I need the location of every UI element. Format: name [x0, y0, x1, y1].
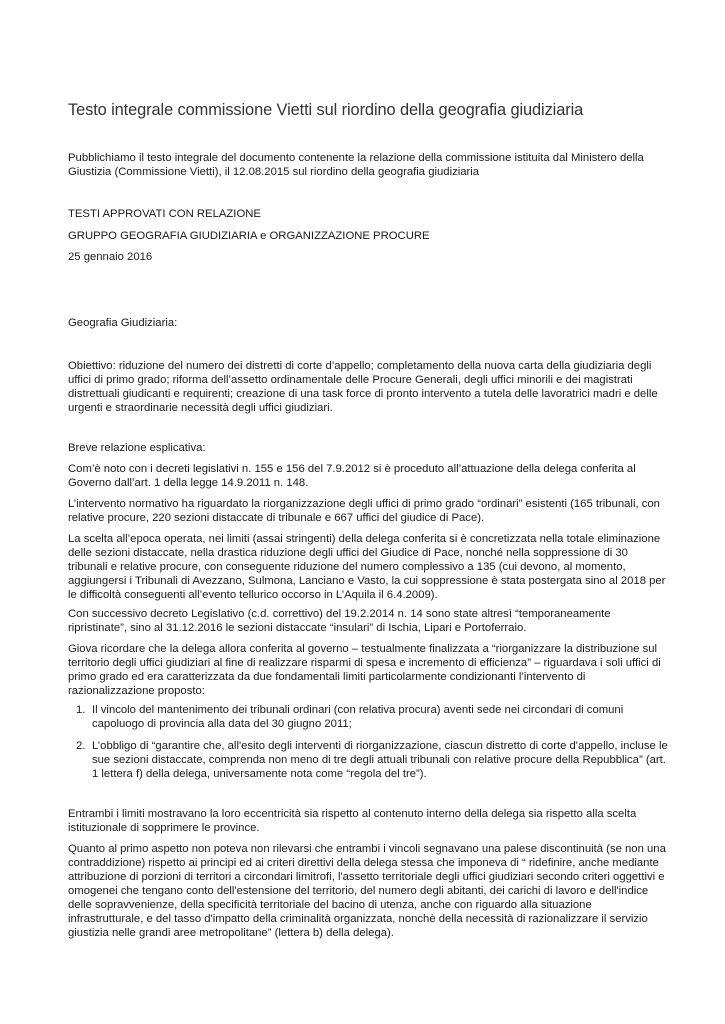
list-item-text: Il vincolo del mantenimento dei tribunali ordinari (con relativa procura) aventi sede nei circondari di comuni capoluogo di provincia alla data del 30 giugno 2011;	[92, 704, 624, 730]
list-item	[68, 739, 668, 781]
header-line-group: GRUPPO GEOGRAFIA GIUDIZIARIA e ORGANIZZAZIONE PROCURE	[68, 230, 430, 242]
paragraph-decrees: Com’è noto con i decreti legislativi n. 155 e 156 del 7.9.2012 si è proceduto all’attuazione della delega conferita al Governo dall’art. 1 della legge 14.9.2011 n. 148.	[68, 463, 636, 489]
list-item-text: L’obbligo di “garantire che, all'esito degli interventi di riorganizzazione, ciascun distretto di corte d'appello, incluse le sue sezioni distaccate, comprenda non meno di tre degli attuali tribunali con relative procure della Repubblica” (art. 1 lettera f) della delega, universamente nota come “regola del tre”).	[92, 740, 668, 780]
limits-list	[68, 703, 668, 731]
list-item-number: 1.	[76, 704, 86, 716]
list-item	[68, 703, 668, 731]
limits-list-continued	[68, 739, 668, 781]
intro-paragraph: Pubblichiamo il testo integrale del documento contenente la relazione della commissione istituita dal Ministero della Giustizia (Commissione Vietti), il 12.08.2015 sul riordino della geografia giudiziaria	[68, 152, 644, 178]
paragraph-corrective-decree: Con successivo decreto Legislativo (c.d. correttivo) del 19.2.2014 n. 14 sono state altresì “temporaneamente ripristinate”, sino al 31.12.2016 le sezioni distaccate “insulari” di Ischia, Lipari e Portoferraio.	[68, 608, 611, 634]
objective-paragraph: Obiettivo: riduzione del numero dei distretti di corte d’appello; completamento della nuova carta della giudiziaria degli uffici di primo grado; riforma dell’assetto ordinamentale delle Procure Generali, degli uffici minorili e dei magistrati distrettuali giudicanti e requirenti; creazione di una task force di pronto intervento a tutela delle lavoratrici madri e delle urgenti e straordinarie necessità degli uffici giudiziari.	[68, 360, 658, 414]
list-item-number: 2.	[76, 740, 86, 752]
report-heading: Breve relazione esplicativa:	[68, 442, 206, 454]
paragraph-limits: Entrambi i limiti mostravano la loro eccentricità sia rispetto al contenuto interno della delega sia rispetto alla scelta istituzionale di sopprimere le province.	[68, 808, 637, 834]
paragraph-choice: La scelta all’epoca operata, nei limiti (assai stringenti) della delega conferita si è concretizzata nella totale eliminazione delle sezioni distaccate, nella drastica riduzione degli uffici del Giudice di Pace, nonché nella soppressione di 30 tribunali e relative procure, con conseguente riduzione del numero complessivo a 135 (cui devono, al momento, aggiungersi i Tribunali di Avezzano, Sulmona, Lanciano e Vasto, la cui soppressione è stata postergata sino al 2018 per le difficoltà conseguenti all’evento tellurico occorso in L’Aquila il 6.4.2009).	[68, 533, 666, 601]
header-line-date: 25 gennaio 2016	[68, 251, 153, 263]
paragraph-delegation: Giova ricordare che la delega allora conferita al governo – testualmente finalizzata a “riorganizzare la distribuzione sul territorio degli uffici giudiziari al fine di realizzare risparmi di spesa e incremento di efficienza” – riguardava i soli uffici di primo grado ed era caratterizzata da due fondamentali limiti particolarmente condizionanti l’intervento di razionalizzazione proposto:	[68, 643, 661, 697]
section-heading: Geografia Giudiziaria:	[68, 317, 178, 329]
header-line-approved: TESTI APPROVATI CON RELAZIONE	[68, 208, 261, 220]
document-title: Testo integrale commissione Vietti sul riordino della geografia giudiziaria	[68, 101, 584, 119]
paragraph-first-aspect: Quanto al primo aspetto non poteva non rilevarsi che entrambi i vincoli segnavano una palese discontinuità (se non una contraddizione) rispetto ai principi ed ai criteri direttivi della delega stessa che imponeva di “ ridefinire, anche mediante attribuzione di porzioni di territori a circondari limitrofi, l'assetto territoriale degli uffici giudiziari secondo criteri oggettivi e omogenei che tengano conto dell'estensione del territorio, del numero degli abitanti, dei carichi di lavoro e dell'indice delle sopravvenienze, della specificità territoriale del bacino di utenza, anche con riguardo alla situazione infrastrutturale, e del tasso d'impatto della criminalità organizzata, nonchè della necessità di razionalizzare il servizio giustizia nelle grandi aree metropolitane” (lettera b) della delega).	[68, 843, 666, 939]
paragraph-intervention: L’intervento normativo ha riguardato la riorganizzazione degli uffici di primo grado “ordinari” esistenti (165 tribunali, con relative procure, 220 sezioni distaccate di tribunale e 667 uffici del giudice di Pace).	[68, 498, 660, 524]
